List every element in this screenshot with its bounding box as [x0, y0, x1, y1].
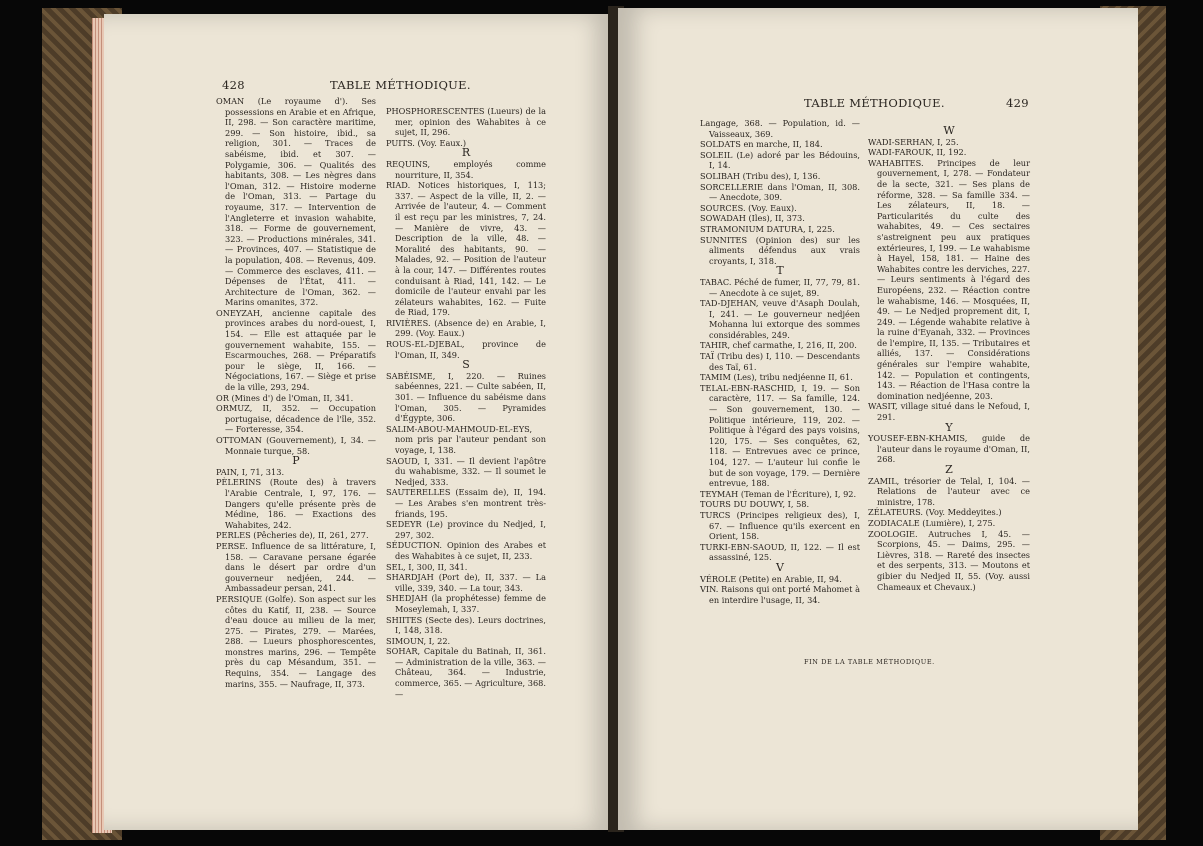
right-running-head: TABLE MÉTHODIQUE.: [804, 96, 945, 110]
index-entry: PERSIQUE (Golfe). Son aspect sur les côtes du Katif, II, 238. — Source d'eau douce au milieu de la mer, 275. — Pirates, 279. — Marées, 288. — Lueurs phosphorescentes, monstres marins, 296. — Tempête près du cap Mésandum, 351. — Requins, 354. — Langage des marins, 355. — Naufrage, II, 373.: [216, 593, 376, 689]
index-entry: VIN. Raisons qui ont porté Mahomet à en interdire l'usage, II, 34.: [700, 584, 860, 605]
right-column-1: [700, 118, 860, 605]
end-of-table-note: FIN DE LA TABLE MÉTHODIQUE.: [804, 658, 935, 666]
index-entry: TEYMAH (Teman de l'Écriture), I, 92.: [700, 488, 857, 499]
index-entry: PHOSPHORESCENTES (Lueurs) de la mer, opinion des Wahabites à ce sujet, II, 296.: [386, 106, 546, 138]
index-entry: RIAD. Notices historiques, I, 113; 337. — Aspect de la ville, II, 2. — Arrivée de l'auteur, 4. — Comment il est reçu par les ministres, 7, 24. — Manière de vivre, 43. — Description de la ville, 48. — Moralité des habitants, 90. — Malades, 92. — Position de l'auteur à la cour, 147. — Différentes routes conduisant à Riad, 141, 142. — Le domicile de l'auteur envahi par les zélateurs wahabites, 162. — Fuite de Riad, 179.: [386, 180, 546, 318]
index-entry: SABÉISME, I, 220. — Ruines sabéennes, 221. — Culte sabéen, II, 301. — Influence du sabéisme dans l'Oman, 305. — Pyramides d'Égypte, 306.: [386, 370, 546, 424]
section-letter: V: [776, 560, 784, 574]
index-entry: TAMIM (Les), tribu nedjéenne II, 61.: [700, 372, 853, 383]
index-entry: SAUTERELLES (Essaim de), II, 194. — Les Arabes s'en montrent très-friands, 195.: [386, 487, 546, 519]
index-entry: TURKI-EBN-SAOUD, II, 122. — Il est assassiné, 125.: [700, 541, 860, 563]
index-entry: TOURS DU DOUWY, I, 58.: [700, 499, 810, 510]
section-letter: Z: [945, 463, 953, 476]
section-letter: R: [461, 146, 471, 160]
index-entry: SHIITES (Secte des). Leurs doctrines, I, 148, 318.: [386, 614, 546, 636]
index-entry: SÉDUCTION. Opinion des Arabes et des Wahabites à ce sujet, II, 233.: [386, 540, 546, 561]
index-entry: REQUINS, employés comme nourriture, II, 354.: [386, 158, 546, 180]
index-entry: SOWADAH (Iles), II, 373.: [700, 213, 805, 224]
left-page-number: 428: [222, 78, 245, 92]
index-entry: SOURCES. (Voy. Eaux).: [700, 202, 797, 213]
index-entry: ORMUZ, II, 352. — Occupation portugaise, décadence de l'île, 352. — Forteresse, 354.: [216, 403, 376, 435]
index-entry: SIMOUN, I, 22.: [386, 635, 451, 646]
left-running-head: TABLE MÉTHODIQUE.: [330, 78, 471, 92]
index-entry: SOLDATS en marche, II, 184.: [700, 139, 823, 150]
index-entry: WADI-SERHAN, I, 25.: [868, 136, 959, 147]
section-letter: W: [943, 124, 955, 137]
index-entry: SHEDJAH (la prophétesse) femme de Moseylemah, I, 337.: [386, 593, 546, 614]
right-page-number: 429: [1006, 96, 1029, 110]
index-entry: SAOUD, I, 331. — Il devient l'apôtre du wahabisme, 332. — Il soumet le Nedjed, 333.: [386, 455, 546, 487]
section-letter: T: [776, 264, 784, 278]
index-entry: SUNNITES (Opinion des) sur les aliments défendus aux vrais croyants, I, 318.: [700, 234, 860, 266]
left-column-2: [386, 106, 546, 699]
index-entry: TAHIR, chef carmathe, I, 216, II, 200.: [700, 340, 857, 351]
right-page: [618, 8, 1138, 830]
index-entry: OTTOMAN (Gouvernement), I, 34. — Monnaie turque, 58.: [216, 435, 376, 456]
index-entry: TAÏ (Tribu des) I, 110. — Descendants des Taï, 61.: [700, 351, 860, 372]
left-column-1: [216, 96, 376, 689]
index-entry: STRAMONIUM DATURA, I, 225.: [700, 223, 835, 234]
index-entry: PÈLERINS (Route des) à travers l'Arabie Centrale, I, 97, 176. — Dangers qu'elle présente près de Médine, 186. — Exactions des Wahabites, 242.: [216, 477, 376, 530]
index-entry: WADI-FAROUK, II, 192.: [868, 147, 967, 158]
index-entry: ZODIACALE (Lumière), I, 275.: [868, 517, 996, 528]
section-letter: Y: [945, 420, 953, 434]
index-entry: TABAC. Péché de fumer, II, 77, 79, 81. — Anecdote à ce sujet, 89.: [700, 276, 860, 298]
index-entry: SEDEYR (Le) province du Nedjed, I, 297, 302.: [386, 519, 546, 540]
index-entry: TELAL-EBN-RASCHID, I, 19. — Son caractère, 117. — Sa famille, 124. — Son gouvernement, 130. — Politique intérieure, 119, 202. — Politique à l'égard des pays voisins, 120, 175. — Ses conquêtes, 62, 118. — Entrevues avec ce prince, 104, 127. — L'auteur lui confie le but de son voyage, 179. — Dernière entrevue, 188.: [700, 382, 860, 489]
index-entry: PERSE. Influence de sa littérature, I, 158. — Caravane persane égarée dans le désert par ordre d'un gouverneur nedjéen, 244. — Ambassadeur persan, 241.: [216, 540, 376, 594]
section-letter: S: [462, 358, 470, 372]
index-entry: OMAN (Le royaume d'). Ses possessions en Arabie et en Afrique, II, 298. — Son caractère maritime, 299. — Son histoire, ibid., sa religion, 301. — Traces de sabéisme, ibid. et 307. — Polygamie, 306. — Qualités des habitants, 308. — Les nègres dans l'Oman, 312. — Histoire moderne de l'Oman, 313. — Partage du royaume, 317. — Intervention de l'Angleterre et invasion wahabite, 318. — Forme de gouvernement, 323. — Productions minérales, 341. — Provinces, 407. — Statistique de la population, 408. — Revenus, 409. — Commerce des esclaves, 411. — Dépenses de l'État, 411. — Architecture de l'Oman, 362. — Marins omanites, 372.: [216, 96, 376, 308]
left-page: [104, 14, 614, 830]
index-entry: VÉROLE (Petite) en Arabie, II, 94.: [700, 573, 842, 584]
right-column-2: [868, 126, 1030, 592]
index-entry: SHARDJAH (Port de), II, 337. — La ville, 339, 340. — La tour, 343.: [386, 572, 546, 593]
index-entry: SORCELLERIE dans l'Oman, II, 308. — Anecdote, 309.: [700, 181, 860, 203]
index-entry: ROUS-EL-DJEBAL, province de l'Oman, II, 349.: [386, 339, 546, 360]
index-entry: SOLIBAH (Tribu des), I, 136.: [700, 170, 821, 181]
index-entry: OR (Mines d') de l'Oman, II, 341.: [216, 392, 354, 403]
index-entry: RIVIÈRES. (Absence de) en Arabie, I, 299. (Voy. Eaux.): [386, 317, 546, 339]
index-entry: WASIT, village situé dans le Nefoud, I, 291.: [868, 401, 1030, 423]
index-entry: ONEYZAH, ancienne capitale des provinces arabes du nord-ouest, I, 154. — Elle est attaquée par le gouvernement wahabite, 155. — Escarmouches, 268. — Préparatifs pour le siège, II, 166. — Négociations, 167. — Siège et prise de la ville, 293, 294.: [216, 307, 376, 393]
index-entry: SOLEIL (Le) adoré par les Bédouins, I, 14.: [700, 149, 860, 171]
index-entry: PUITS. (Voy. Eaux.): [386, 137, 467, 148]
index-entry: ZOOLOGIE. Autruches I, 45. — Scorpions, 45. — Daims, 295. — Lièvres, 318. — Rareté des insectes et des serpents, 313. — Moutons et gibier du Nedjed II, 55. (Voy. aussi Chameaux et Chevaux.): [868, 528, 1030, 592]
index-entry: SOHAR, Capitale du Batinah, II, 361. — Administration de la ville, 363. — Château, 364. — Industrie, commerce, 365. — Agriculture, 368. —: [386, 646, 546, 699]
index-entry: TURCS (Principes religieux des), I, 67. — Influence qu'ils exercent en Orient, 158.: [700, 509, 860, 542]
index-entry: YOUSEF-EBN-KHAMIS, guide de l'auteur dans le royaume d'Oman, II, 268.: [868, 433, 1030, 465]
index-entry: WAHABITES. Principes de leur gouvernement, I, 278. — Fondateur de la secte, 321. — Ses plans de réforme, 328. — Sa famille 334. — Les zélateurs, II, 18. — Particularités du culte des wahabites, 49. — Ces sectaires s'astreignent peu aux pratiques extérieures, I, 199. — Le wahabisme à Hayel, 158, 181. — Haine des Wahabites contre les derviches, 227. — Leurs sentiments à l'égard des Européens, 232. — Réaction contre le wahabisme, 146. — Mosquées, II, 49. — Le Nedjed proprement dit, I, 249. — Légende wahabite relative à la ruine d'Eyanah, 332. — Provinces de l'empire, II, 135. — Tributaires et alliés, 137. — Considérations générales sur l'empire wahabite, 142. — Population et contingents, 143. — Réaction de l'Hasa contre la domination nedjéenne, 203.: [868, 157, 1030, 401]
index-entry: SALIM-ABOU-MAHMOUD-EL-EYS, nom pris par l'auteur pendant son voyage, I, 138.: [386, 423, 546, 455]
index-entry: PERLES (Pêcheries de), II, 261, 277.: [216, 530, 369, 541]
index-entry: ZÉLATEURS. (Voy. Meddeyites.): [868, 507, 1002, 518]
index-entry: PAIN, I, 71, 313.: [216, 466, 285, 477]
section-letter: P: [292, 454, 300, 468]
index-entry: Langage, 368. — Population, id. — Vaisseaux, 369.: [700, 118, 860, 139]
index-entry: ZAMIL, trésorier de Telal, I, 104. — Relations de l'auteur avec ce ministre, 178.: [868, 475, 1030, 507]
index-entry: SEL, I, 300, II, 341.: [386, 561, 468, 572]
index-entry: TAD-DJEHAN, veuve d'Asaph Doulah, I, 241. — Le gouverneur nedjéen Mohanna lui extorque des sommes considérables, 249.: [700, 298, 860, 340]
